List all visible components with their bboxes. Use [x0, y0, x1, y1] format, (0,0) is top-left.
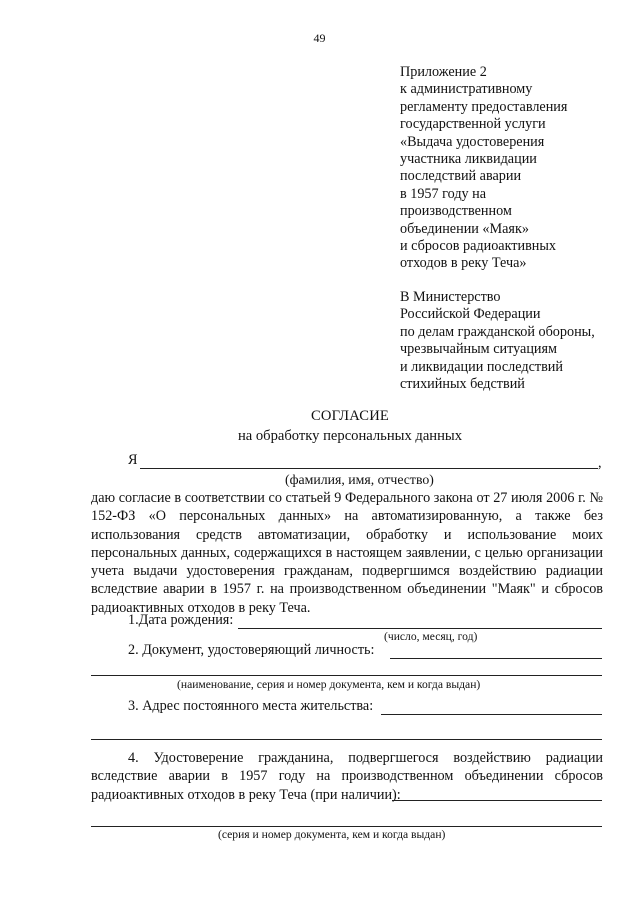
full-name-hint: (фамилия, имя, отчество)	[285, 472, 434, 487]
consent-text: даю согласие в соответствии со статьей 9 Федерального закона от 27 июля 2006 г. № 152-ФЗ «О персональных данных» на автоматизированную, а также без использования средств автоматизации, обработку и использование моих персональных данных, содержащихся в настоящем заявлении, с целью организации учета выдачи удостоверения гражданам, подвергшимся воздействию радиации вследствие аварии в 1957 г. на производственном объединении "Маяк" и сбросов радиоактивных отходов в реку Теча.	[91, 490, 603, 616]
document-title: СОГЛАСИЕ	[310, 408, 390, 424]
addressee-line: и ликвидации последствий	[400, 358, 563, 375]
appendix-line: государственной услуги	[400, 116, 546, 133]
id-document-label: 2. Документ, удостоверяющий личность:	[128, 642, 375, 658]
appendix-line: к административному	[400, 81, 533, 98]
full-name-field[interactable]	[140, 468, 598, 469]
appendix-line: участника ликвидации	[400, 151, 537, 168]
appendix-line: регламенту предоставления	[400, 98, 568, 115]
id-document-field-line2[interactable]	[91, 675, 602, 676]
birth-date-field[interactable]	[238, 628, 602, 629]
appendix-block	[400, 64, 630, 273]
appendix-line: последствий аварии	[400, 168, 522, 185]
id-document-field[interactable]	[390, 658, 602, 659]
certificate-field[interactable]	[392, 800, 602, 801]
certificate-label: 4. Удостоверение гражданина, подвергшегося воздействию радиации вследствие аварии в 1957 году на производственном объединении сбросов радиоактивных отходов в реку Теча (при наличии):	[91, 750, 603, 803]
name-comma: ,	[598, 455, 602, 471]
addressee-line: В Министерство	[400, 289, 501, 305]
certificate-hint: (серия и номер документа, кем и когда выдан)	[218, 828, 446, 841]
appendix-line: и сбросов радиоактивных	[400, 238, 557, 255]
addressee-line: по делам гражданской обороны,	[400, 323, 595, 340]
address-field[interactable]	[381, 714, 602, 715]
birth-date-label: 1.Дата рождения:	[128, 612, 234, 628]
address-label: 3. Адрес постоянного места жительства:	[128, 698, 374, 714]
address-field-line2[interactable]	[91, 739, 602, 740]
i-label: Я	[128, 452, 138, 468]
appendix-line: объединении «Маяк»	[400, 220, 529, 237]
page-number: 49	[313, 31, 326, 45]
addressee-line: стихийных бедствий	[400, 376, 525, 393]
certificate-text	[91, 749, 603, 804]
appendix-line: в 1957 году на	[400, 185, 487, 202]
id-document-hint: (наименование, серия и номер документа, кем и когда выдан)	[177, 678, 481, 691]
birth-date-hint: (число, месяц, год)	[384, 630, 478, 643]
appendix-line: «Выдача удостоверения	[400, 133, 545, 150]
document-subtitle: на обработку персональных данных	[237, 428, 463, 444]
appendix-line: отходов в реку Теча»	[400, 255, 527, 272]
addressee-line: чрезвычайным ситуациям	[400, 341, 558, 358]
appendix-line: Приложение 2	[400, 64, 487, 80]
addressee-line: Российской Федерации	[400, 306, 541, 323]
certificate-field-line2[interactable]	[91, 826, 602, 827]
appendix-line: производственном	[400, 203, 512, 220]
addressee-block	[400, 289, 630, 393]
